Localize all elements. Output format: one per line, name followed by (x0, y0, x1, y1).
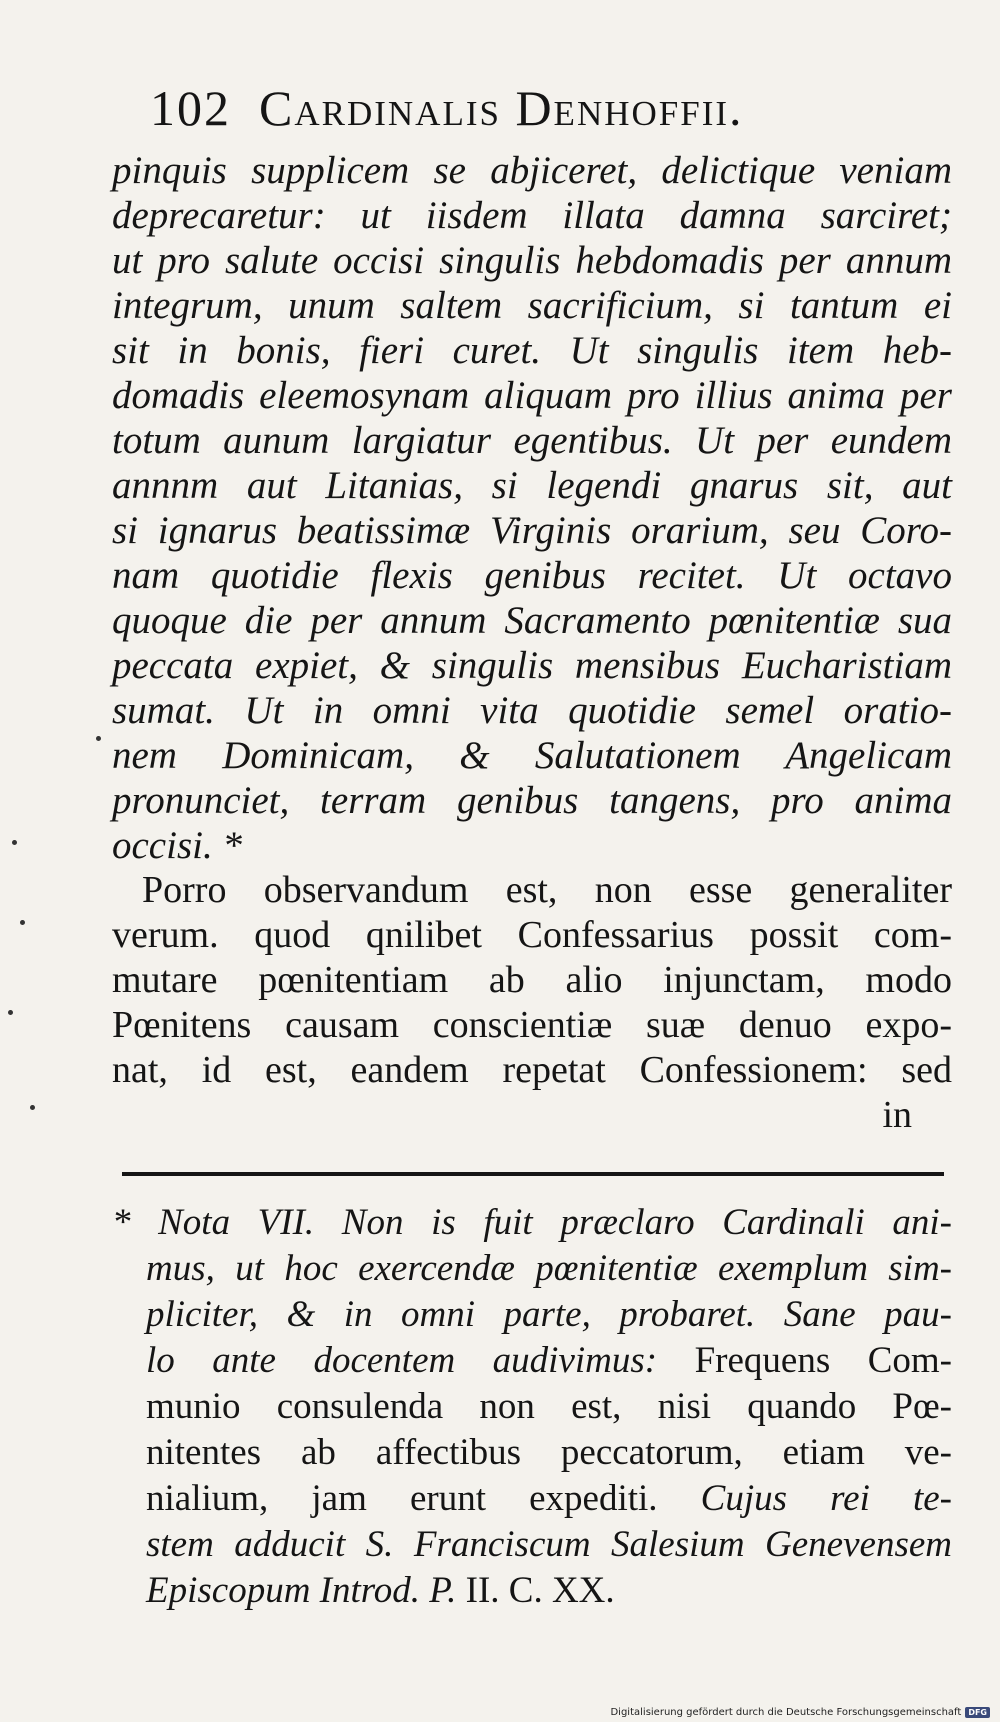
page-header (150, 78, 870, 138)
text-line: sit in bonis, fieri curet. Ut singulis item heb- (112, 329, 952, 372)
footnote-line: stem adducit S. Franciscum Salesium Genevensem (146, 1524, 952, 1565)
text-line: peccata expiet, & singulis mensibus Eucharistiam (112, 644, 952, 687)
text-line: pinquis supplicem se abjiceret, delictique veniam (112, 149, 952, 192)
text-line: mutare pœnitentiam ab alio injunctam, modo (112, 959, 952, 1001)
footnote (112, 1200, 952, 1614)
text-line: deprecaretur: ut iisdem illata damna sarciret; (112, 194, 952, 237)
text-line: nat, id est, eandem repetat Confessionem: sed (112, 1049, 952, 1091)
text-line: domadis eleemosynam aliquam pro illius anima per (112, 374, 952, 417)
scan-speck (20, 920, 25, 925)
main-text (112, 148, 952, 1138)
text-line: pronunciet, terram genibus tangens, pro anima (112, 779, 952, 822)
text-line: si ignarus beatissimæ Virginis orarium, seu Coro- (112, 509, 952, 552)
text-line: quoque die per annum Sacramento pœnitentiæ sua (112, 599, 952, 642)
scan-speck (8, 1010, 13, 1015)
footnote-line: * Nota VII. Non is fuit præclaro Cardinali ani- (112, 1202, 952, 1243)
text-line: verum. quod qnilibet Confessarius possit com- (112, 914, 952, 956)
paragraph-start-line: Porro observandum est, non esse generaliter (142, 869, 952, 911)
digitization-credit (610, 1707, 990, 1718)
page-number: 102 (150, 80, 231, 136)
text-line: nam quotidie flexis genibus recitet. Ut octavo (112, 554, 952, 597)
credit-text: Digitalisierung gefördert durch die Deutsche Forschungsgemeinschaft (610, 1707, 962, 1718)
footnote-roman-segment: nialium, jam erunt expediti. (146, 1478, 701, 1519)
footnote-line (112, 1338, 952, 1384)
text-line: ut pro salute occisi singulis hebdomadis per annum (112, 239, 952, 282)
text-line: nem Dominicam, & Salutationem Angelicam (112, 734, 952, 777)
footnote-roman-segment: II. C. XX. (465, 1570, 615, 1611)
text-line: sumat. Ut in omni vita quotidie semel oratio- (112, 689, 952, 732)
footnote-italic-segment: lo ante docentem audivimus: (146, 1340, 695, 1381)
text-line: integrum, unum saltem sacrificium, si tantum ei (112, 284, 952, 327)
text-line: totum aunum largiatur egentibus. Ut per eundem (112, 419, 952, 462)
footnote-divider (122, 1172, 944, 1176)
footnote-roman-segment: Frequens Com- (694, 1340, 952, 1381)
running-title: Cardinalis Denhoffii. (259, 80, 744, 136)
scan-speck (96, 736, 101, 741)
scan-speck (30, 1105, 35, 1110)
footnote-italic-segment: Cujus rei te- (700, 1478, 952, 1519)
footnote-line (112, 1476, 952, 1522)
footnote-line: munio consulenda non est, nisi quando Pœ- (146, 1386, 952, 1427)
footnote-line (112, 1568, 952, 1614)
catchword: in (882, 1094, 912, 1136)
footnote-line: pliciter, & in omni parte, probaret. Sane pau- (146, 1294, 952, 1335)
text-line: occisi. * (112, 824, 242, 867)
text-line: annnm aut Litanias, si legendi gnarus sit, aut (112, 464, 952, 507)
text-line: Pœnitens causam conscientiæ suæ denuo expo- (112, 1004, 952, 1046)
footnote-italic-segment: Episcopum Introd. P. (146, 1570, 466, 1611)
dfg-logo: DFG (965, 1707, 990, 1718)
footnote-line: mus, ut hoc exercendæ pœnitentiæ exemplum sim- (146, 1248, 952, 1289)
footnote-line: nitentes ab affectibus peccatorum, etiam ve- (146, 1432, 952, 1473)
scan-speck (12, 840, 17, 845)
